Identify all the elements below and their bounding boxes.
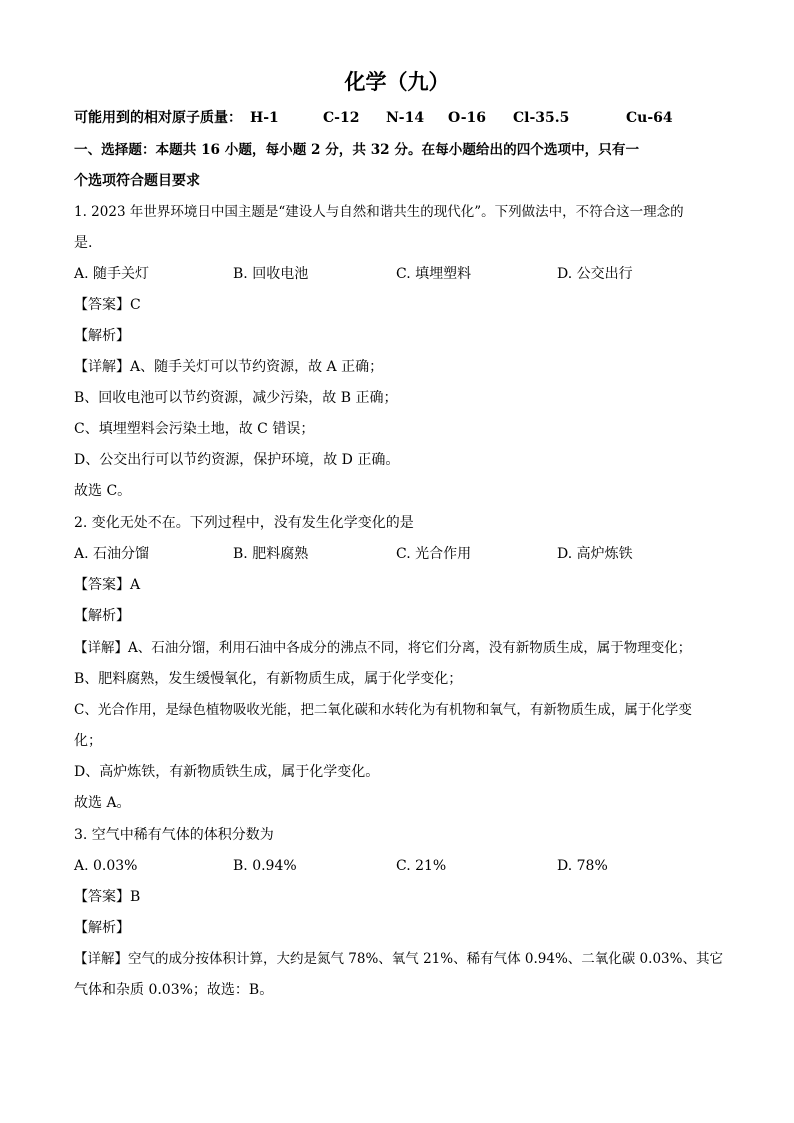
q2-option-a: A. 石油分馏 [74,546,150,562]
q3-option-a: A. 0.03% [74,858,138,874]
q2-option-b: B. 肥料腐熟 [233,546,309,562]
q1-option-b: B. 回收电池 [233,266,309,282]
q3-option-d: D. 78% [557,858,608,874]
q1-option-a: A. 随手关灯 [74,266,150,282]
q3-detail-line1: 【详解】空气的成分按体积计算，大约是氮气 78%、氧气 21%、稀有气体 0.94%、二氧化碳 0.03%、其它 [74,951,723,967]
q3-detail-line2: 气体和杂质 0.03%；故选：B。 [74,982,274,998]
q1-detail-line4: D、公交出行可以节约资源，保护环境，故 D 正确。 [74,452,400,468]
q2-detail-line4: 化； [74,733,102,749]
q1-stem-line2: 是. [74,235,93,251]
q2-answer: 【答案】A [74,577,141,593]
q3-option-b: B. 0.94% [233,858,297,874]
q1-option-d: D. 公交出行 [557,266,633,282]
q3-option-c: C. 21% [396,858,447,874]
q2-conclusion: 故选 A。 [74,795,131,811]
q3-analysis-label: 【解析】 [74,920,130,936]
q2-detail-line5: D、高炉炼铁，有新物质铁生成，属于化学变化。 [74,764,380,780]
section-heading-line2: 个选项符合题目要求 [74,173,200,189]
q1-conclusion: 故选 C。 [74,483,132,499]
atomic-mass-label: 可能用到的相对原子质量： [74,110,242,126]
q1-option-c: C. 填埋塑料 [396,266,472,282]
atomic-mass-cu: Cu-64 [626,110,673,126]
atomic-mass-h: H-1 [250,110,279,126]
q1-detail-line2: B、回收电池可以节约资源，减少污染，故 B 正确； [74,390,398,406]
q2-option-c: C. 光合作用 [396,546,472,562]
page-title: 化学（九） [344,69,450,94]
q1-stem-line1: 1. 2023 年世界环境日中国主题是“建设人与自然和谐共生的现代化”。下列做法中，不符合这一理念的 [74,204,684,220]
q1-detail-line1: 【详解】A、随手关灯可以节约资源，故 A 正确； [74,359,384,375]
q1-answer: 【答案】C [74,297,141,313]
q2-detail-line1: 【详解】A、石油分馏，利用石油中各成分的沸点不同，将它们分离，没有新物质生成，属于物理变化； [74,640,692,656]
atomic-mass-o: O-16 [448,110,487,126]
q2-analysis-label: 【解析】 [74,608,130,624]
q3-answer: 【答案】B [74,889,141,905]
atomic-mass-c: C-12 [323,110,360,126]
q2-option-d: D. 高炉炼铁 [557,546,633,562]
atomic-mass-n: N-14 [386,110,425,126]
atomic-mass-cl: Cl-35.5 [513,110,570,126]
q2-stem: 2. 变化无处不在。下列过程中，没有发生化学变化的是 [74,515,414,531]
q1-analysis-label: 【解析】 [74,328,130,344]
q2-detail-line3: C、光合作用，是绿色植物吸收光能，把二氧化碳和水转化为有机物和氧气，有新物质生成，属于化学变 [74,702,692,718]
section-heading-line1: 一、选择题：本题共 16 小题，每小题 2 分，共 32 分。在每小题给出的四个选项中，只有一 [74,142,640,158]
q2-detail-line2: B、肥料腐熟，发生缓慢氧化，有新物质生成，属于化学变化； [74,671,463,687]
q3-stem: 3. 空气中稀有气体的体积分数为 [74,827,274,843]
q1-detail-line3: C、填埋塑料会污染土地，故 C 错误； [74,421,315,437]
